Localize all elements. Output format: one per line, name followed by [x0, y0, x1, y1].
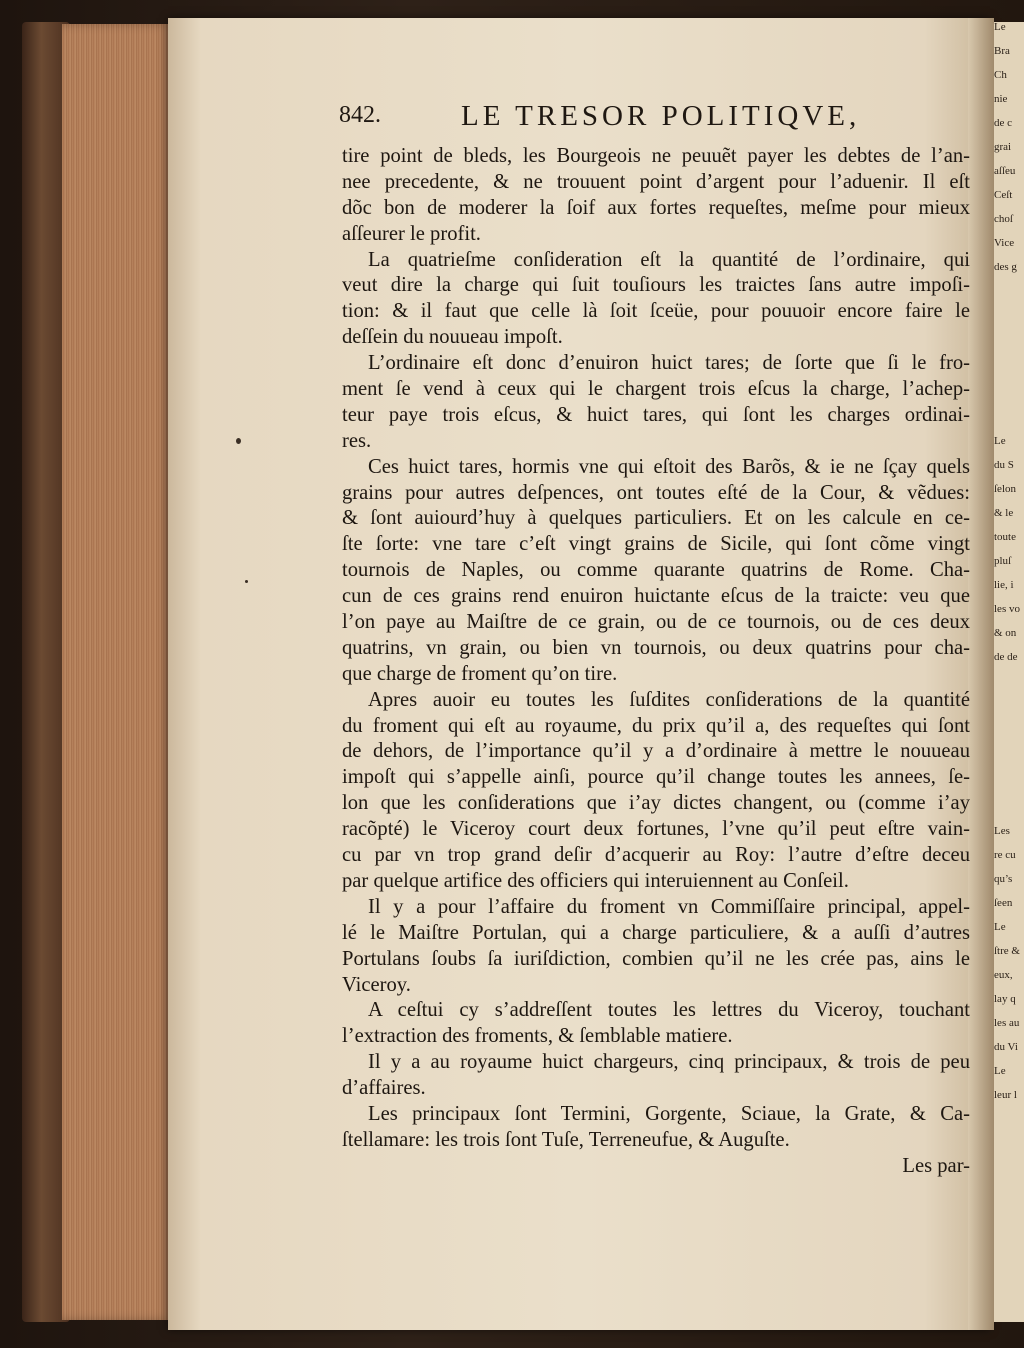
facing-page-gap	[994, 676, 1024, 826]
facing-page-text: & le	[994, 507, 1014, 519]
page-block-edges	[62, 24, 172, 1320]
text-line: nee precedente, & ne trouuent point d’argent pour l’aduenir. Il eſt	[342, 170, 970, 193]
facing-page-text: Les	[994, 825, 1010, 837]
text-line: L’ordinaire eſt donc d’enuiron huict tares; de ſorte que ſi le fro-	[368, 352, 970, 375]
text-line: tournois de Naples, ou comme quarante quatrins de Rome. Cha-	[342, 559, 970, 582]
text-line: ment ſe vend à ceux qui le chargent trois eſcus la charge, l’achep-	[342, 378, 970, 401]
facing-page-text: ſelon	[994, 483, 1016, 495]
text-line: racõpté) le Viceroy court deux fortunes, l’vne qu’il peut eſtre vain-	[342, 818, 970, 841]
facing-page-text: grai	[994, 141, 1012, 153]
text-line: deſſein du nouueau impoſt.	[342, 326, 563, 349]
facing-page-text: nie	[994, 93, 1008, 105]
text-line: Apres auoir eu toutes les ſuſdites conſiderations de la quantité	[368, 688, 970, 711]
facing-page-text: Le	[994, 435, 1006, 447]
facing-page-text: Vice	[994, 237, 1015, 249]
text-line: Il y a au royaume huict chargeurs, cinq principaux, & trois de peu	[368, 1051, 970, 1074]
facing-page-text: Le	[994, 1065, 1006, 1077]
gutter	[968, 18, 994, 1330]
text-line: Les par-	[902, 1154, 970, 1177]
facing-page-text: les vo	[994, 603, 1020, 615]
facing-page-text: Le	[994, 921, 1006, 933]
text-line: du froment qui eſt au royaume, du prix qu’il a, des requeſtes qui ſont	[342, 714, 970, 737]
facing-page-text: du Vi	[994, 1041, 1018, 1053]
text-line: que charge de froment qu’on tire.	[342, 662, 618, 685]
facing-page-text: de de	[994, 651, 1018, 663]
text-line: Portulans ſoubs ſa iuriſdiction, combien qu’il ne les crée pas, ains le	[342, 947, 970, 970]
text-line: La quatrieſme conſideration eſt la quantité de l’ordinaire, qui	[368, 248, 970, 271]
facing-page-text: aſſeu	[994, 165, 1016, 177]
text-line: d’affaires.	[342, 1077, 426, 1100]
facing-page-text: toute	[994, 531, 1016, 543]
text-line: lé le Maiſtre Portulan, qui a charge particuliere, & a auſſi d’autres	[342, 921, 970, 944]
running-head	[339, 100, 899, 136]
text-line: quatrins, vn grain, ou bien vn tournois, ou deux quatrins pour cha-	[342, 636, 970, 659]
facing-page-text: Le	[994, 22, 1006, 33]
page-number: 842.	[339, 102, 381, 128]
text-line: Il y a pour l’affaire du froment vn Commiſſaire principal, appel-	[368, 895, 970, 918]
facing-page-text: eux,	[994, 969, 1013, 981]
facing-page-text: Ceſt	[994, 189, 1013, 201]
facing-page-text: ſtre &	[994, 945, 1020, 957]
ink-speck	[245, 580, 248, 583]
text-line: l’on paye au Maiſtre de ce grain, ou de ce tournois, ou de ces deux	[342, 611, 970, 634]
text-line: impoſt qui s’appelle ainſi, pource qu’il change toutes les annees, ſe-	[342, 766, 970, 789]
facing-page-text: du S	[994, 459, 1014, 471]
text-line: A ceſtui cy s’addreſſent toutes les lettres du Viceroy, touchant	[368, 999, 970, 1022]
text-line: grains pour autres deſpences, ont toutes eſté de la Cour, & vẽdues:	[342, 481, 970, 504]
text-line: tire point de bleds, les Bourgeois ne peuuẽt payer les debtes de l’an-	[342, 145, 970, 167]
running-title: LE TRESOR POLITIQVE,	[461, 100, 861, 132]
facing-page-text: lay q	[994, 993, 1016, 1005]
facing-page-text: Bra	[994, 45, 1010, 57]
text-line: Viceroy.	[342, 973, 411, 996]
facing-page-gap	[994, 286, 1024, 436]
text-line: tion: & il faut que celle là ſoit ſceüe, pour pouuoir encore faire le	[342, 300, 970, 323]
facing-page-text: re cu	[994, 849, 1016, 861]
text-line: dõc bon de moderer la ſoif aux fortes requeſtes, meſme pour mieux	[342, 196, 970, 219]
text-line: Les principaux ſont Termini, Gorgente, Sciaue, la Grate, & Ca-	[368, 1102, 970, 1125]
facing-page-text: lie, i	[994, 579, 1014, 591]
text-line: res.	[342, 429, 372, 452]
facing-page-text: les au	[994, 1017, 1020, 1029]
facing-page-fragment	[994, 22, 1024, 1322]
text-line: par quelque artifice des officiers qui interuiennent au Conſeil.	[342, 869, 849, 892]
body-text	[342, 144, 970, 1180]
text-line: aſſeurer le profit.	[342, 222, 481, 245]
text-line: & ſont auiourd’huy à quelques particuliers. Et on les calcule en ce-	[342, 507, 970, 530]
facing-page-text: & on	[994, 627, 1017, 639]
facing-page-text: choſ	[994, 213, 1013, 225]
facing-page-text: des g	[994, 261, 1017, 273]
text-line: cu par vn trop grand deſir d’acquerir au Roy: l’autre d’eſtre deceu	[342, 844, 970, 867]
text-line: Ces huict tares, hormis vne qui eſtoit des Barõs, & ie ne ſçay quels	[368, 455, 970, 478]
facing-page-text: ſeen	[994, 897, 1013, 909]
facing-page-text: de c	[994, 117, 1013, 129]
text-line: ſte ſorte: vne tare c’eſt vingt grains de Sicile, qui ſont cõme vingt	[342, 533, 970, 556]
ink-speck	[236, 438, 241, 444]
text-line: lon que les conſiderations que i’ay dictes changent, ou (comme i’ay	[342, 792, 970, 815]
facing-page-text: leur l	[994, 1089, 1017, 1101]
facing-page-text: qu’s	[994, 873, 1013, 885]
text-line: l’extraction des froments, & ſemblable matiere.	[342, 1025, 733, 1048]
text-line: de dehors, de l’importance qu’il y a d’ordinaire à mettre le nouueau	[342, 740, 970, 763]
text-line: ſtellamare: les trois ſont Tuſe, Terreneufue, & Auguſte.	[342, 1128, 790, 1151]
text-line: cun de ces grains rend enuiron huictante eſcus de la traicte: veu que	[342, 585, 970, 608]
facing-page-text: Ch	[994, 69, 1007, 81]
text-line: teur paye trois eſcus, & huict tares, qui ſont les charges ordinai-	[342, 403, 970, 426]
facing-page-text: pluſ	[994, 555, 1012, 567]
text-line: veut dire la charge qui ſuit touſiours les traictes ſans autre impoſi-	[342, 274, 970, 297]
